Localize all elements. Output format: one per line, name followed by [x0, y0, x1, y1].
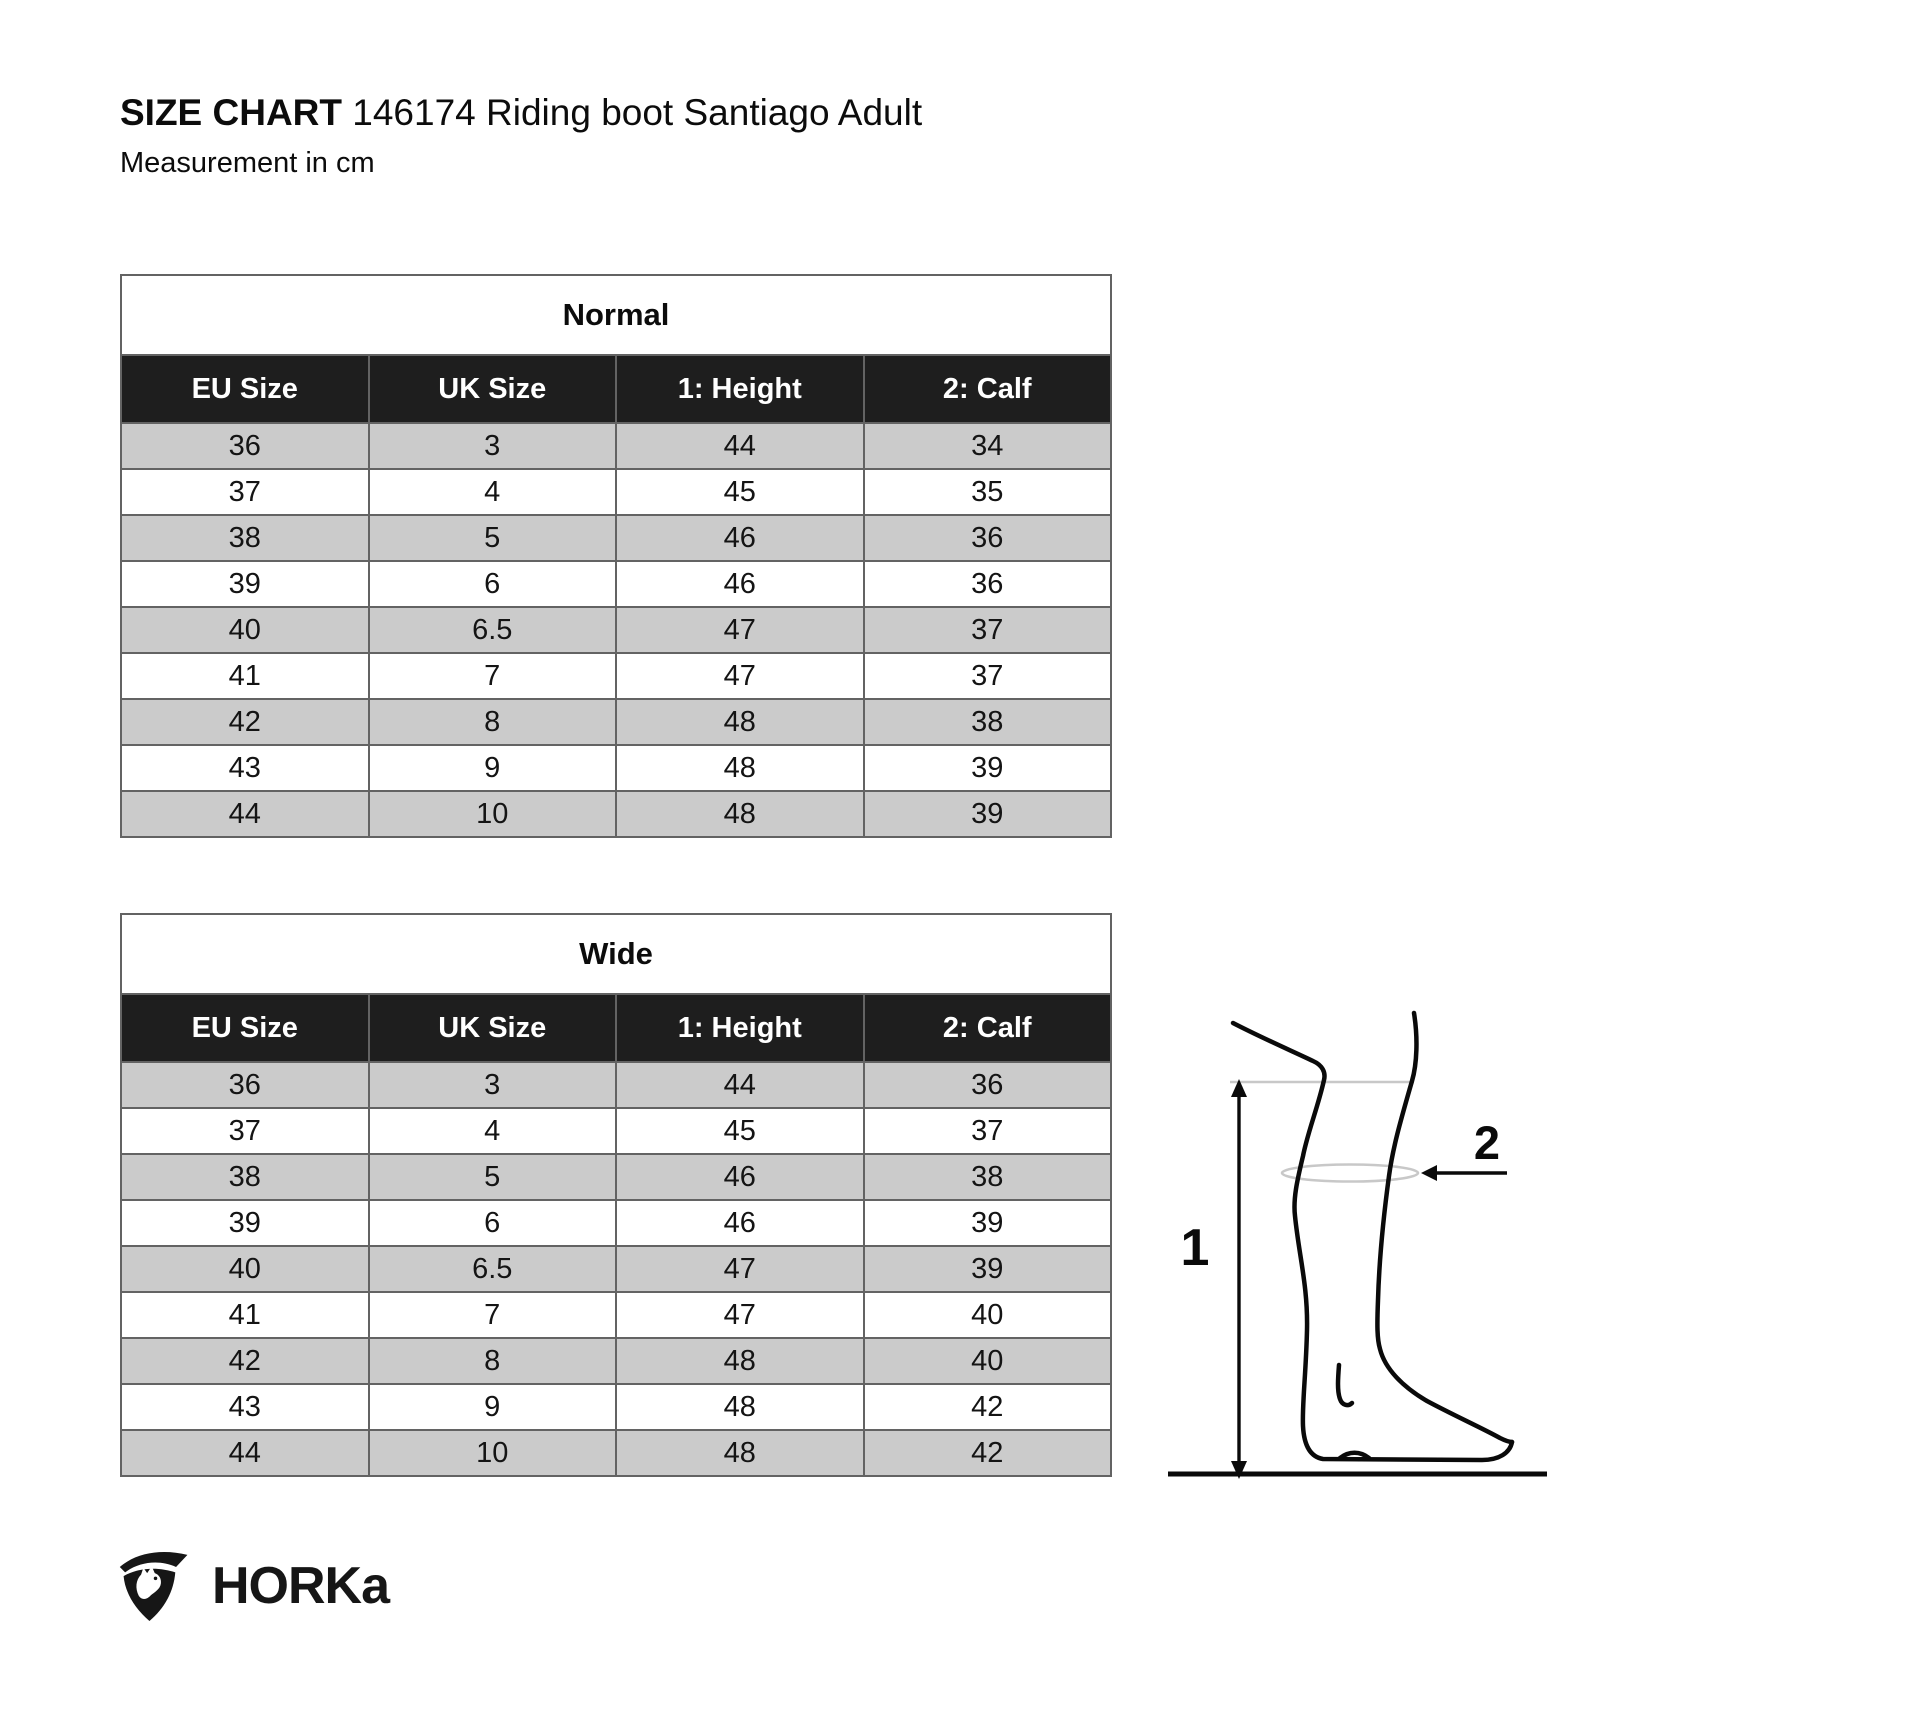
- size-cell: 39: [121, 561, 369, 607]
- size-cell: 40: [864, 1292, 1112, 1338]
- table-row: [121, 423, 1111, 469]
- size-cell: 39: [864, 1200, 1112, 1246]
- header: [120, 92, 922, 180]
- height-measure-label: 1: [1180, 1219, 1210, 1277]
- calf-arrow-left-head: [1421, 1165, 1437, 1181]
- size-cell: 38: [121, 515, 369, 561]
- size-cell: 35: [864, 469, 1112, 515]
- size-cell: 46: [616, 561, 864, 607]
- size-cell: 36: [121, 423, 369, 469]
- wide-size-table-section: [120, 913, 1112, 1477]
- table-row: [121, 1384, 1111, 1430]
- size-cell: 45: [616, 469, 864, 515]
- size-cell: 37: [121, 469, 369, 515]
- size-cell: 48: [616, 745, 864, 791]
- size-cell: 5: [369, 515, 617, 561]
- size-cell: 39: [864, 745, 1112, 791]
- page-title-product-name: 146174 Riding boot Santiago Adult: [342, 92, 923, 133]
- table-row: [121, 561, 1111, 607]
- size-cell: 45: [616, 1108, 864, 1154]
- column-header-uk-size: UK Size: [369, 355, 617, 423]
- size-cell: 37: [864, 607, 1112, 653]
- size-cell: 48: [616, 699, 864, 745]
- table-title-row: [121, 914, 1111, 994]
- column-header-row: [121, 994, 1111, 1062]
- horka-shield-icon: [116, 1548, 192, 1624]
- leg-diagram-svg: [1150, 980, 1600, 1520]
- size-cell: 37: [121, 1108, 369, 1154]
- column-header-calf: 2: Calf: [864, 355, 1112, 423]
- size-cell: 39: [121, 1200, 369, 1246]
- table-row: [121, 1246, 1111, 1292]
- size-cell: 3: [369, 423, 617, 469]
- size-cell: 34: [864, 423, 1112, 469]
- normal-size-table-section: [120, 274, 1112, 838]
- column-header-eu-size: EU Size: [121, 355, 369, 423]
- leg-back-outline: [1233, 1023, 1512, 1460]
- size-cell: 6: [369, 561, 617, 607]
- size-cell: 48: [616, 1338, 864, 1384]
- page-title-product-code: SIZE CHART: [120, 92, 342, 133]
- size-cell: 36: [864, 515, 1112, 561]
- size-cell: 6.5: [369, 1246, 617, 1292]
- size-cell: 41: [121, 653, 369, 699]
- table-row: [121, 1062, 1111, 1108]
- size-cell: 6: [369, 1200, 617, 1246]
- size-cell: 36: [121, 1062, 369, 1108]
- size-cell: 9: [369, 745, 617, 791]
- column-header-eu-size: EU Size: [121, 994, 369, 1062]
- boot-measurement-diagram: [1150, 980, 1600, 1520]
- column-header-height: 1: Height: [616, 355, 864, 423]
- size-cell: 4: [369, 469, 617, 515]
- page-subtitle: Measurement in cm: [120, 146, 375, 179]
- size-cell: 48: [616, 1384, 864, 1430]
- size-cell: 6.5: [369, 607, 617, 653]
- size-cell: 47: [616, 1292, 864, 1338]
- column-header-height: 1: Height: [616, 994, 864, 1062]
- size-cell: 39: [864, 791, 1112, 837]
- size-cell: 48: [616, 791, 864, 837]
- size-cell: 44: [616, 1062, 864, 1108]
- size-cell: 42: [864, 1430, 1112, 1476]
- size-cell: 47: [616, 653, 864, 699]
- size-cell: 41: [121, 1292, 369, 1338]
- size-cell: 47: [616, 1246, 864, 1292]
- table-title: Wide: [121, 914, 1111, 994]
- size-cell: 48: [616, 1430, 864, 1476]
- size-cell: 39: [864, 1246, 1112, 1292]
- size-cell: 44: [616, 423, 864, 469]
- size-cell: 38: [864, 699, 1112, 745]
- brand-logo: [116, 1548, 389, 1624]
- table-row: [121, 515, 1111, 561]
- table-row: [121, 1430, 1111, 1476]
- size-cell: 8: [369, 699, 617, 745]
- size-table-normal: [120, 274, 1112, 838]
- column-header-calf: 2: Calf: [864, 994, 1112, 1062]
- table-row: [121, 653, 1111, 699]
- size-cell: 10: [369, 1430, 617, 1476]
- size-cell: 5: [369, 1154, 617, 1200]
- table-row: [121, 607, 1111, 653]
- size-table-body: [121, 1062, 1111, 1476]
- size-cell: 36: [864, 1062, 1112, 1108]
- size-cell: 7: [369, 653, 617, 699]
- column-header-row: [121, 355, 1111, 423]
- size-cell: 37: [864, 1108, 1112, 1154]
- size-cell: 40: [864, 1338, 1112, 1384]
- size-cell: 43: [121, 1384, 369, 1430]
- size-cell: 38: [121, 1154, 369, 1200]
- size-cell: 8: [369, 1338, 617, 1384]
- size-cell: 38: [864, 1154, 1112, 1200]
- size-cell: 40: [121, 1246, 369, 1292]
- size-table-wide: [120, 913, 1112, 1477]
- leg-front-outline: [1377, 1013, 1512, 1442]
- size-cell: 47: [616, 607, 864, 653]
- size-cell: 46: [616, 1200, 864, 1246]
- size-cell: 46: [616, 515, 864, 561]
- table-title: Normal: [121, 275, 1111, 355]
- size-cell: 10: [369, 791, 617, 837]
- table-row: [121, 1154, 1111, 1200]
- size-table-body: [121, 423, 1111, 837]
- table-row: [121, 469, 1111, 515]
- size-cell: 42: [121, 699, 369, 745]
- table-title-row: [121, 275, 1111, 355]
- size-cell: 43: [121, 745, 369, 791]
- size-cell: 42: [864, 1384, 1112, 1430]
- table-row: [121, 1292, 1111, 1338]
- size-cell: 7: [369, 1292, 617, 1338]
- size-cell: 40: [121, 607, 369, 653]
- size-cell: 46: [616, 1154, 864, 1200]
- size-cell: 42: [121, 1338, 369, 1384]
- table-row: [121, 745, 1111, 791]
- brand-name: HORKa: [212, 1557, 390, 1615]
- size-cell: 36: [864, 561, 1112, 607]
- table-row: [121, 1108, 1111, 1154]
- size-cell: 37: [864, 653, 1112, 699]
- table-row: [121, 791, 1111, 837]
- size-cell: 44: [121, 791, 369, 837]
- table-row: [121, 1200, 1111, 1246]
- size-cell: 4: [369, 1108, 617, 1154]
- ankle-detail: [1338, 1365, 1352, 1405]
- table-row: [121, 699, 1111, 745]
- calf-measure-label: 2: [1473, 1116, 1501, 1169]
- table-row: [121, 1338, 1111, 1384]
- column-header-uk-size: UK Size: [369, 994, 617, 1062]
- page-title: [120, 92, 922, 135]
- size-cell: 9: [369, 1384, 617, 1430]
- size-cell: 44: [121, 1430, 369, 1476]
- size-cell: 3: [369, 1062, 617, 1108]
